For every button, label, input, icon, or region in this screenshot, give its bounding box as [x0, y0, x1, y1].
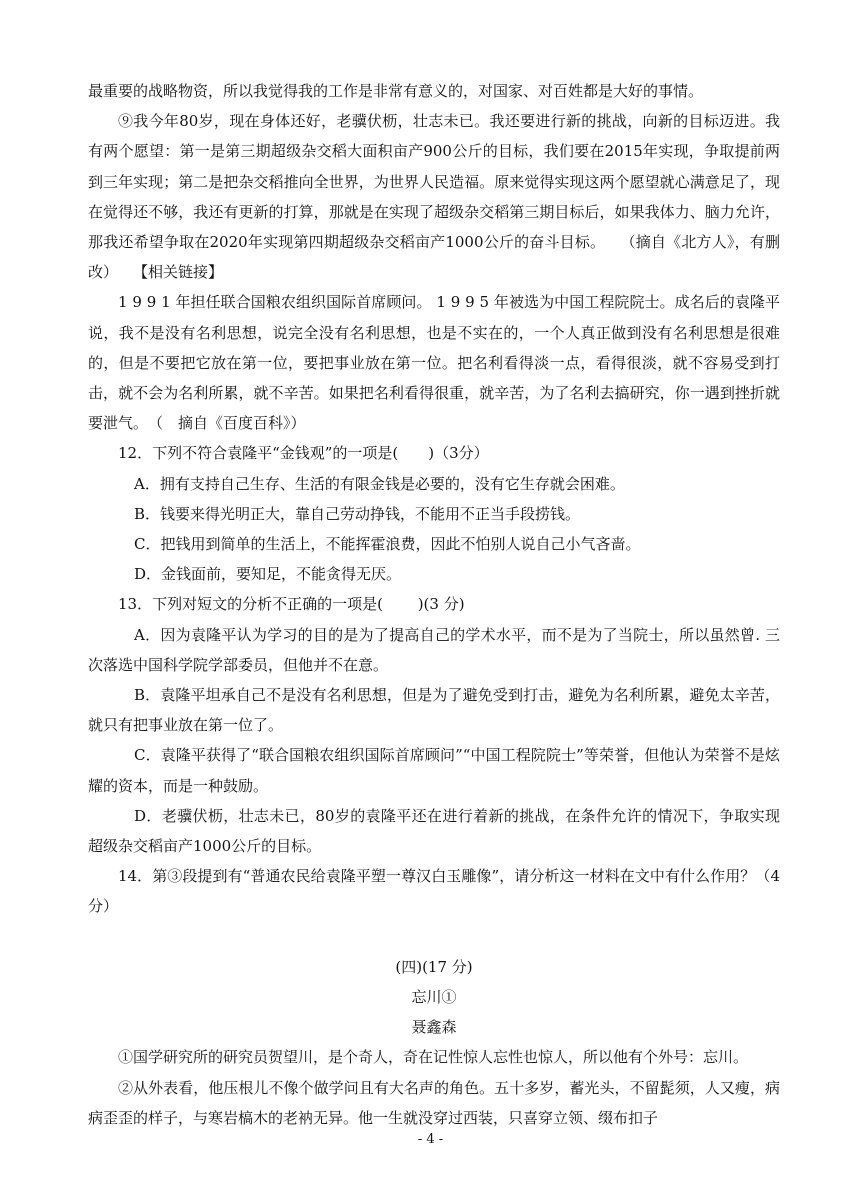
question-13-option-a: A．因为袁隆平认为学习的目的是为了提高自己的学术水平，而不是为了当院士，所以虽然曾. 三次落选中国科学院学部委员，但他并不在意。: [88, 625, 780, 674]
question-13-option-d: D．老骥伏枥，壮志未已，80岁的袁隆平还在进行着新的挑战，在条件允许的情况下，争取实现超级杂交稻亩产1000公斤的目标。: [88, 806, 780, 856]
question-12-option-b: B．钱要来得光明正大，靠自己劳动挣钱，不能用不正当手段捞钱。: [134, 504, 581, 523]
question-14: 14．第③段提到有“普通农民给袁隆平塑一尊汉白玉雕像”，请分析这一材料在文中有什么作用？（4分）: [88, 867, 780, 916]
paragraph-continuation: 最重要的战略物资，所以我觉得我的工作是非常有意义的，对国家、对百姓都是大好的事情。: [88, 82, 704, 100]
story-title: 忘川①: [411, 987, 457, 1006]
story-paragraph-1: ①国学研究所的研究员贺望川，是个奇人，奇在记性惊人忘性也惊人，所以他有个外号：忘川。: [118, 1048, 749, 1067]
question-12-stem: 12．下列不符合袁隆平“金钱观”的一项是( )（3分）: [118, 444, 489, 463]
section-gap: [88, 922, 780, 952]
page-number: - 4 -: [417, 1132, 444, 1147]
question-12-option-d: D．金钱面前，要知足，不能贪得无厌。: [134, 565, 402, 584]
question-13-option-b: B．袁隆平坦承自己不是没有名利思想，但是为了避免受到打击，避免为名利所累，避免太辛苦，就只有把事业放在第一位了。: [88, 686, 780, 735]
question-13-option-c: C．袁隆平获得了“联合国粮农组织国际首席顾问”“中国工程院院士”等荣誉，但他认为荣誉不是炫耀的资本，而是一种鼓励。: [88, 746, 780, 795]
paragraph-9: ⑨我今年80岁，现在身体还好，老骥伏枥，壮志未已。我还要进行新的挑战，向新的目标迈进。我有两个愿望：第一是第三期超级杂交稻大面积亩产900公斤的目标，我们要在2015年实现，争取提前两到三年实现；第二是把杂交稻推向全世界，为世界人民造福。原来觉得实现这两个愿望就心满意足了，现在觉得还不够，我还有更新的打算，那就是在实现了超级杂交稻第三期目标后，如果我体力、脑力允许，那我还希望争取在2020年实现第四期超级杂交稻亩产1000公斤的奋斗目标。 （摘自《北方人》，有删改） 【相关链接】: [88, 112, 780, 282]
story-author: 聂鑫森: [411, 1018, 457, 1037]
related-link-paragraph: 1 9 9 1 年担任联合国粮农组织国际首席顾问。 1 9 9 5 年被选为中国工程院院士。成名后的袁隆平说，我不是没有名利思想，说完全没有名利思想，也是不实在的，一个人真正做到没有名利思想是很难的，但是不要把它放在第一位，要把事业放在第一位。把名利看得淡一点，看得很淡，就不容易受到打击，就不会为名利所累，就不辛苦。如果把名利看得很重，就辛苦，为了名利去搞研究，你一遇到挫折就要泄气。 （ 摘自《百度百科》）: [88, 293, 780, 433]
document-page: [88, 76, 780, 1133]
question-12-option-c: C．把钱用到简单的生活上，不能挥霍浪费，因此不怕别人说自己小气吝啬。: [134, 535, 641, 554]
question-13-stem: 13．下列对短文的分析不正确的一项是( )(3 分): [118, 595, 465, 614]
question-12-option-a: A．拥有支持自己生存、生活的有限金钱是必要的，没有它生存就会困难。: [134, 474, 625, 493]
section-4-heading: (四)(17 分): [395, 957, 473, 976]
story-paragraph-2: ②从外表看，他压根儿不像个做学问且有大名声的角色。五十多岁，蓄光头，不留髭须，人又瘦，病病歪歪的样子，与寒岩槁木的老衲无异。他一生就没穿过西装，只喜穿立领、缀布扣子: [88, 1078, 780, 1127]
